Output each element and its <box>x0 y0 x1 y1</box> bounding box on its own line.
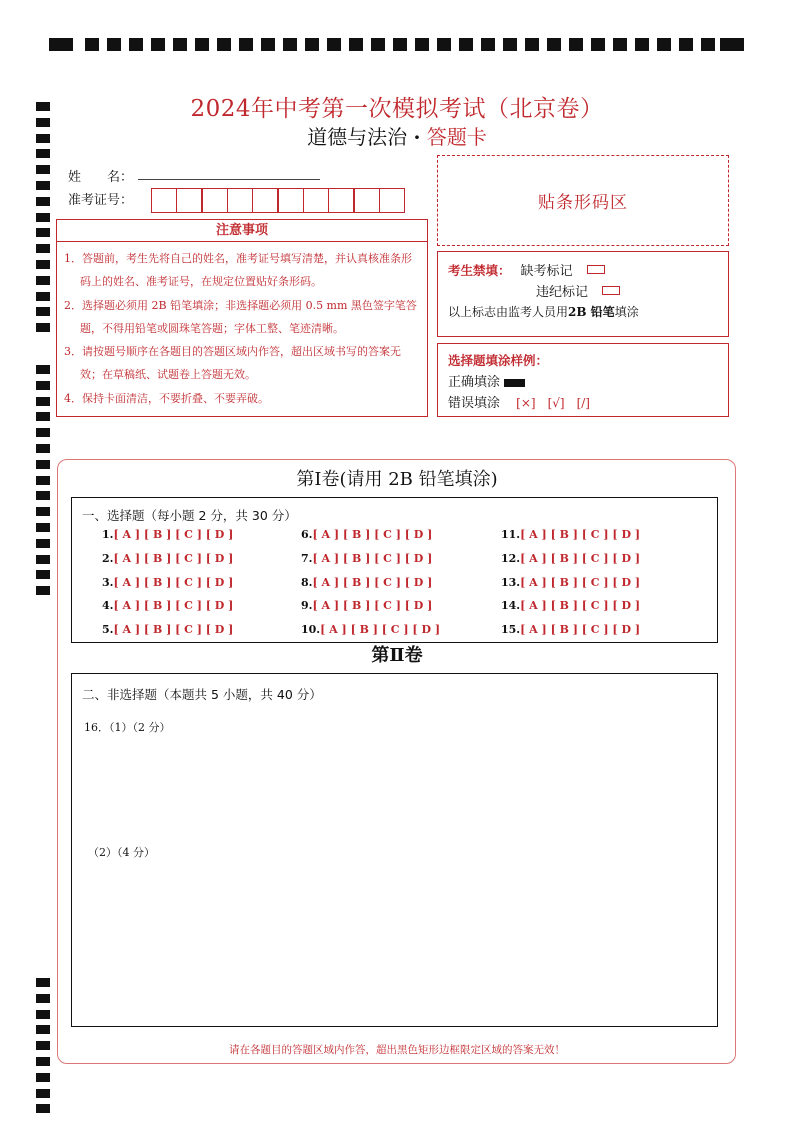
timing-mark <box>195 38 209 51</box>
timing-mark <box>36 570 50 579</box>
sample-title: 选择题填涂样例： <box>448 353 549 368</box>
mc-question-13[interactable] <box>501 576 640 589</box>
timing-mark <box>129 38 143 51</box>
notice-item-4: 4．保持卡面清洁，不要折叠、不要弄破。 <box>64 391 269 405</box>
timing-mark <box>36 491 50 500</box>
mc-options[interactable]: [ A ] [ B ] [ C ] [ D ] <box>320 623 441 637</box>
mc-question-1[interactable] <box>102 528 233 541</box>
timing-mark <box>36 1025 50 1034</box>
mc-options[interactable]: [ A ] [ B ] [ C ] [ D ] <box>520 575 641 589</box>
mc-options[interactable]: [ A ] [ B ] [ C ] [ D ] <box>113 599 234 613</box>
mc-question-10[interactable] <box>301 623 440 636</box>
name-field[interactable] <box>138 179 320 180</box>
timing-mark <box>635 38 649 51</box>
timing-mark <box>481 38 495 51</box>
exam-id-digit-box[interactable] <box>379 188 406 213</box>
subject-line <box>0 121 794 150</box>
mc-question-number: 10. <box>301 623 321 637</box>
exam-id-digit-box[interactable] <box>227 188 254 213</box>
barcode-label: 贴条形码区 <box>538 193 628 213</box>
timing-mark <box>36 307 50 316</box>
open-section-title: 二、非选择题（本题共 5 小题，共 40 分） <box>82 687 322 702</box>
timing-mark <box>36 444 50 453</box>
timing-mark <box>503 38 517 51</box>
mc-question-number: 13. <box>501 575 521 589</box>
mc-options[interactable]: [ A ] [ B ] [ C ] [ D ] <box>113 575 234 589</box>
mc-question-4[interactable] <box>102 599 233 612</box>
exam-id-boxes <box>152 188 405 213</box>
part2-title: 第Ⅱ卷 <box>371 645 423 666</box>
timing-mark <box>657 38 671 51</box>
mc-question-3[interactable] <box>102 576 233 589</box>
timing-mark <box>36 365 50 374</box>
timing-mark <box>720 38 744 51</box>
mc-question-number: 1. <box>102 528 114 541</box>
timing-mark <box>36 412 50 421</box>
timing-mark <box>36 994 50 1003</box>
fill-sample-box <box>437 343 729 417</box>
timing-mark <box>36 1010 50 1019</box>
timing-mark <box>459 38 473 51</box>
wrong-fill-label: 错误填涂 <box>448 396 501 411</box>
timing-mark <box>36 181 50 190</box>
mc-question-7[interactable] <box>301 552 432 565</box>
exam-id-digit-box[interactable] <box>151 188 178 213</box>
timing-mark <box>393 38 407 51</box>
timing-mark <box>371 38 385 51</box>
timing-mark <box>217 38 231 51</box>
name-label: 姓 名： <box>68 170 134 185</box>
timing-mark <box>36 228 50 237</box>
timing-mark <box>36 1073 50 1082</box>
mc-options[interactable]: [ A ] [ B ] [ C ] [ D ] <box>520 551 641 565</box>
mc-options[interactable]: [ A ] [ B ] [ C ] [ D ] <box>520 528 641 541</box>
exam-id-label: 准考证号： <box>68 193 134 208</box>
mc-options[interactable]: [ A ] [ B ] [ C ] [ D ] <box>113 623 234 637</box>
mc-question-9[interactable] <box>301 599 432 612</box>
timing-mark <box>613 38 627 51</box>
timing-mark <box>327 38 341 51</box>
notice-item-2: 2．选择题必须用 2B 铅笔填涂；非选择题必须用 0.5 mm 黑色签字笔答题，不得用铅笔或圆珠笔答题；字体工整、笔迹清晰。 <box>64 298 417 335</box>
mc-question-number: 9. <box>301 599 313 613</box>
exam-id-digit-box[interactable] <box>328 188 355 213</box>
forbidden-note <box>448 303 718 320</box>
mc-question-number: 15. <box>501 623 521 637</box>
mc-options[interactable]: [ A ] [ B ] [ C ] [ D ] <box>520 599 641 613</box>
mc-options[interactable]: [ A ] [ B ] [ C ] [ D ] <box>113 551 234 565</box>
mc-section-title: 一、选择题（每小题 2 分，共 30 分） <box>82 508 297 523</box>
timing-mark <box>525 38 539 51</box>
title-dot: · <box>413 125 421 149</box>
mc-options[interactable]: [ A ] [ B ] [ C ] [ D ] <box>312 551 433 565</box>
timing-mark <box>36 1104 50 1113</box>
mc-question-number: 12. <box>501 551 521 565</box>
subject-name: 道德与法治 <box>307 125 408 149</box>
timing-mark <box>349 38 363 51</box>
timing-mark <box>305 38 319 51</box>
timing-mark <box>36 165 50 174</box>
timing-mark <box>107 38 121 51</box>
exam-id-digit-box[interactable] <box>176 188 203 213</box>
timing-mark <box>36 381 50 390</box>
notice-item-3: 3．请按题号顺序在各题目的答题区域内作答，超出区域书写的答案无效；在草稿纸、试题卷上答题无效。 <box>64 345 401 382</box>
timing-mark <box>701 38 715 51</box>
mc-question-12[interactable] <box>501 552 640 565</box>
forbidden-note-suffix: 填涂 <box>614 305 639 319</box>
open-answer-box[interactable] <box>71 673 718 1027</box>
timing-mark <box>36 507 50 516</box>
timing-mark <box>36 1057 50 1066</box>
q16-part1: 16．（1）（2 分） <box>84 721 171 734</box>
absent-mark-box[interactable] <box>587 265 605 274</box>
timing-mark <box>283 38 297 51</box>
exam-id-digit-box[interactable] <box>277 188 304 213</box>
timing-mark <box>36 213 50 222</box>
mc-question-2[interactable] <box>102 552 233 565</box>
mc-question-number: 11. <box>501 528 521 541</box>
notice-item-1: 1．答题前，考生先将自己的姓名，准考证号填写清楚，并认真核准条形码上的姓名、准考证号，在规定位置贴好条形码。 <box>64 252 412 289</box>
correct-fill-mark <box>504 379 525 387</box>
mc-question-11[interactable] <box>501 528 640 541</box>
exam-id-digit-box[interactable] <box>252 188 279 213</box>
timing-mark <box>569 38 583 51</box>
timing-mark <box>36 1089 50 1098</box>
timing-mark <box>151 38 165 51</box>
timing-mark <box>173 38 187 51</box>
multiple-choice-box <box>71 497 718 643</box>
exam-id-digit-box[interactable] <box>303 188 330 213</box>
mc-question-number: 8. <box>301 575 313 589</box>
timing-mark <box>36 555 50 564</box>
timing-mark <box>36 397 50 406</box>
timing-mark <box>36 292 50 301</box>
violation-mark-box[interactable] <box>602 286 620 295</box>
timing-mark <box>36 978 50 987</box>
mc-options[interactable]: [ A ] [ B ] [ C ] [ D ] <box>312 528 433 541</box>
absent-label: 缺考标记 <box>520 264 573 279</box>
mc-question-6[interactable] <box>301 528 432 541</box>
timing-mark <box>36 586 50 595</box>
timing-mark <box>437 38 451 51</box>
barcode-area <box>437 155 729 246</box>
timing-mark <box>49 38 73 51</box>
timing-mark <box>261 38 275 51</box>
forbidden-note-prefix: 以上标志由监考人员用 <box>448 305 569 319</box>
timing-mark <box>36 539 50 548</box>
timing-mark <box>36 323 50 332</box>
timing-mark <box>679 38 693 51</box>
timing-mark <box>85 38 99 51</box>
forbidden-note-bold: 2B 铅笔 <box>568 305 615 319</box>
timing-mark <box>36 260 50 269</box>
timing-mark <box>36 197 50 206</box>
mc-question-5[interactable] <box>102 623 233 636</box>
mc-question-number: 3. <box>102 575 114 589</box>
part1-title: 第Ⅰ卷(请用 2B 铅笔填涂) <box>296 469 498 490</box>
timing-mark <box>415 38 429 51</box>
footer-warning: 请在各题目的答题区域内作答，超出黑色矩形边框限定区域的答案无效！ <box>229 1044 565 1056</box>
mc-options[interactable]: [ A ] [ B ] [ C ] [ D ] <box>113 528 234 541</box>
mc-question-number: 7. <box>301 551 313 565</box>
correct-fill-label: 正确填涂 <box>448 375 501 390</box>
timing-mark <box>36 276 50 285</box>
wrong-fill-marks: [×] [√] [/] <box>516 396 590 410</box>
mc-question-number: 2. <box>102 551 114 565</box>
mc-question-number: 4. <box>102 599 114 613</box>
timing-mark <box>239 38 253 51</box>
timing-mark <box>591 38 605 51</box>
notice-heading: 注意事项 <box>56 219 428 242</box>
mc-options[interactable]: [ A ] [ B ] [ C ] [ D ] <box>312 575 433 589</box>
notice-box <box>56 241 428 417</box>
mc-question-number: 6. <box>301 528 313 541</box>
mc-question-8[interactable] <box>301 576 432 589</box>
exam-title: 2024年中考第一次模拟考试（北京卷） <box>190 96 604 122</box>
timing-mark <box>36 428 50 437</box>
timing-mark <box>547 38 561 51</box>
forbidden-title: 考生禁填： <box>448 262 511 278</box>
mc-question-14[interactable] <box>501 599 640 612</box>
q16-part2: （2）（4 分） <box>88 846 155 859</box>
exam-id-digit-box[interactable] <box>353 188 380 213</box>
card-label: 答题卡 <box>426 125 487 149</box>
mc-question-number: 14. <box>501 599 521 613</box>
timing-mark <box>36 523 50 532</box>
mc-options[interactable]: [ A ] [ B ] [ C ] [ D ] <box>312 599 433 613</box>
mc-question-number: 5. <box>102 623 114 637</box>
mc-question-15[interactable] <box>501 623 640 636</box>
mc-options[interactable]: [ A ] [ B ] [ C ] [ D ] <box>520 623 641 637</box>
forbidden-box <box>437 251 729 337</box>
timing-mark <box>36 149 50 158</box>
exam-id-digit-box[interactable] <box>201 188 228 213</box>
timing-mark <box>36 244 50 253</box>
violation-label: 违纪标记 <box>536 285 589 300</box>
